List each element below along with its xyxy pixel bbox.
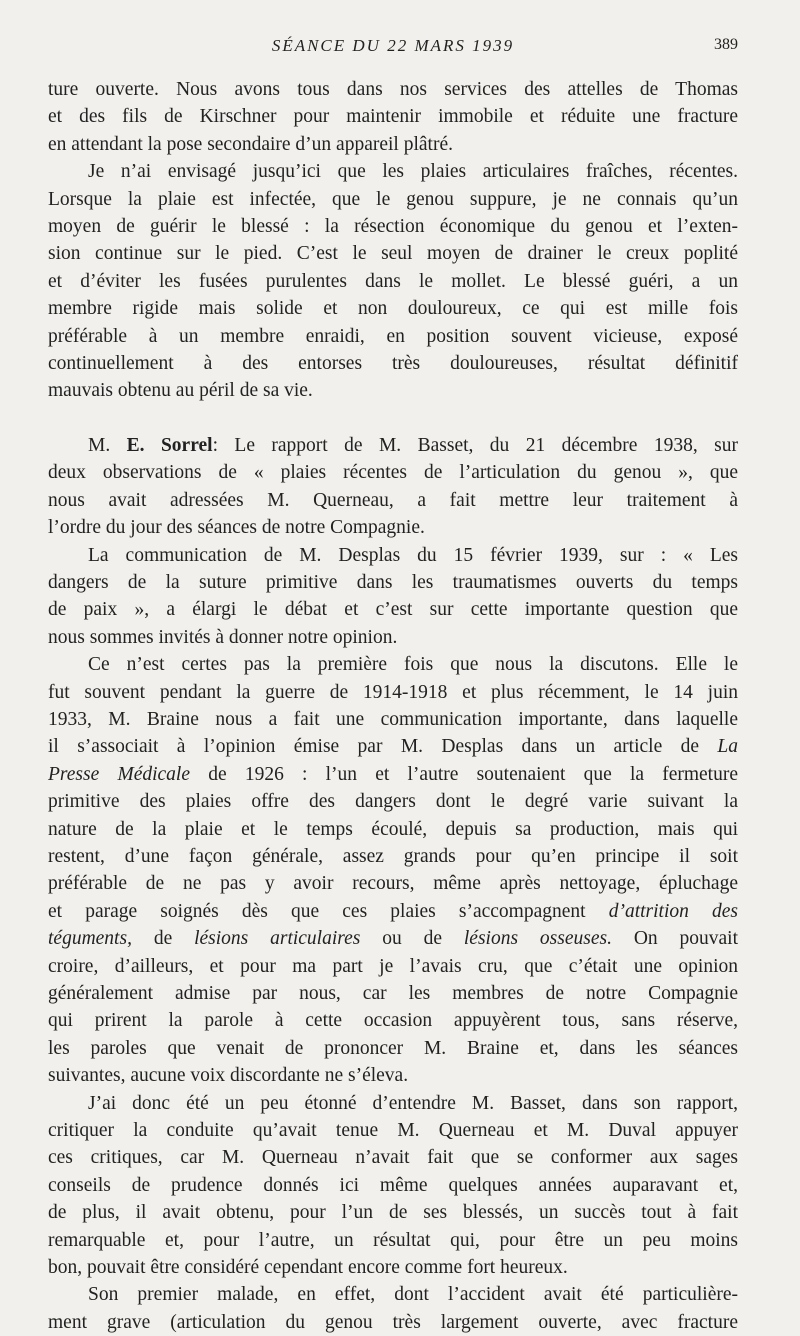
text-line: conseils de prudence donnés ici même quelques années auparavant et,: [48, 1174, 738, 1196]
text-line: mauvais obtenu au péril de sa vie.: [48, 380, 313, 402]
text-line: primitive des plaies offre des dangers dont le degré varie suivant la: [48, 791, 738, 813]
text-line: remarquable et, pour l’autre, un résultat qui, pour être un peu moins: [48, 1229, 738, 1251]
text-line: nous avait adressées M. Querneau, a fait mettre leur traitement à: [48, 489, 738, 511]
text-line: dangers de la suture primitive dans les traumatismes ouverts du temps: [48, 571, 738, 593]
text-line: [48, 761, 738, 788]
speaker-name: E. Sorrel: [126, 434, 213, 456]
text-line: J’ai donc été un peu étonné d’entendre M. Basset, dans son rapport,: [88, 1092, 738, 1114]
text-line: Lorsque la plaie est infectée, que le genou suppure, je ne connais qu’un: [48, 188, 738, 210]
text-line: les paroles que venait de prononcer M. Braine et, dans les séances: [48, 1037, 738, 1059]
body-text: [48, 76, 738, 1336]
text-line: Je n’ai envisagé jusqu’ici que les plaies articulaires fraîches, récentes.: [88, 161, 738, 183]
text-line: qui prirent la parole à cette occasion appuyèrent tous, sans réserve,: [48, 1010, 738, 1032]
text-line: critiquer la conduite qu’avait tenue M. Querneau et M. Duval appuyer: [48, 1120, 738, 1142]
page-number: 389: [714, 36, 738, 53]
emphasis: téguments,: [48, 928, 132, 950]
text-line: l’ordre du jour des séances de notre Compagnie.: [48, 517, 425, 539]
text-line: fut souvent pendant la guerre de 1914-1918 et plus récemment, le 14 juin: [48, 681, 738, 703]
text-line: restent, d’une façon générale, assez grands pour qu’en principe il soit: [48, 845, 738, 867]
text-line: [48, 733, 738, 760]
text-line: sion continue sur le pied. C’est le seul moyen de drainer le creux poplité: [48, 243, 738, 265]
text-line: continuellement à des entorses très douloureuses, résultat définitif: [48, 353, 738, 375]
emphasis: lésions osseuses.: [463, 928, 612, 950]
text-line: et d’éviter les fusées purulentes dans le mollet. Le blessé guéri, a un: [48, 270, 738, 292]
text-line: préférable à un membre enraidi, en position souvent vicieuse, exposé: [48, 325, 738, 347]
text-line: ture ouverte. Nous avons tous dans nos services des attelles de Thomas: [48, 79, 738, 100]
emphasis: lésions articulaires: [194, 928, 361, 950]
text-span: il s’associait à l’opinion émise par M. Desplas dans un article de: [48, 736, 700, 758]
text-line: nature de la plaie et le temps écoulé, depuis sa production, mais qui: [48, 818, 738, 840]
page-header: [48, 36, 738, 60]
text-line: [48, 898, 738, 925]
text-line: deux observations de « plaies récentes de l’articulation du genou », que: [48, 462, 738, 484]
text-line: croire, d’ailleurs, et pour ma part je l’avais cru, que c’était une opinion: [48, 955, 738, 977]
text-span: et parage soignés dès que ces plaies s’accompagnent: [48, 900, 586, 922]
text-line: suivantes, aucune voix discordante ne s’éleva.: [48, 1065, 409, 1087]
text-line: membre rigide mais solide et non douloureux, ce qui est mille fois: [48, 298, 738, 320]
text-line: en attendant la pose secondaire d’un appareil plâtré.: [48, 133, 453, 155]
text-line: [48, 925, 738, 952]
text-line: nous sommes invités à donner notre opinion.: [48, 626, 398, 648]
text-span: ou de: [382, 928, 443, 950]
text-line: La communication de M. Desplas du 15 février 1939, sur : « Les: [88, 544, 738, 566]
text-line: Son premier malade, en effet, dont l’accident avait été particulière-: [88, 1284, 738, 1306]
paragraph-gap: [48, 405, 738, 432]
text-line: bon, pouvait être considéré cependant encore comme fort heureux.: [48, 1257, 568, 1279]
emphasis: d’attrition des: [608, 900, 739, 922]
text-line: et des fils de Kirschner pour maintenir immobile et réduite une fracture: [48, 106, 738, 128]
speaker-title: M.: [88, 434, 111, 456]
text-line: généralement admise par nous, car les membres de notre Compagnie: [48, 983, 738, 1004]
text-line: de plus, il avait obtenu, pour l’un de ses blessés, un succès tout à fait: [48, 1202, 738, 1224]
running-title: SÉANCE DU 22 MARS 1939: [271, 36, 515, 55]
text-line: 1933, M. Braine nous a fait une communication importante, dans laquelle: [48, 708, 738, 730]
journal-title: Presse Médicale: [48, 763, 191, 785]
text-line: ces critiques, car M. Querneau n’avait fait que se conformer aux sages: [48, 1147, 738, 1169]
journal-title: La: [717, 736, 738, 758]
text-line: de paix », a élargi le débat et c’est sur cette importante question que: [48, 599, 738, 621]
text-span: de: [153, 928, 173, 950]
text-span: de 1926 : l’un et l’autre soutenaient que la fermeture: [208, 763, 739, 785]
text-line: préférable de ne pas y avoir recours, même après nettoyage, épluchage: [48, 873, 738, 895]
text-line: Ce n’est certes pas la première fois que nous la discutons. Elle le: [88, 654, 738, 676]
text-line: moyen de guérir le blessé : la résection économique du genou et l’exten-: [48, 216, 738, 238]
text-span: : Le rapport de M. Basset, du 21 décembre 1938, sur: [212, 434, 738, 456]
text-span: On pouvait: [633, 928, 738, 950]
text-line: ment grave (articulation du genou très largement ouverte, avec fracture: [48, 1311, 738, 1333]
text-line: [48, 432, 738, 459]
